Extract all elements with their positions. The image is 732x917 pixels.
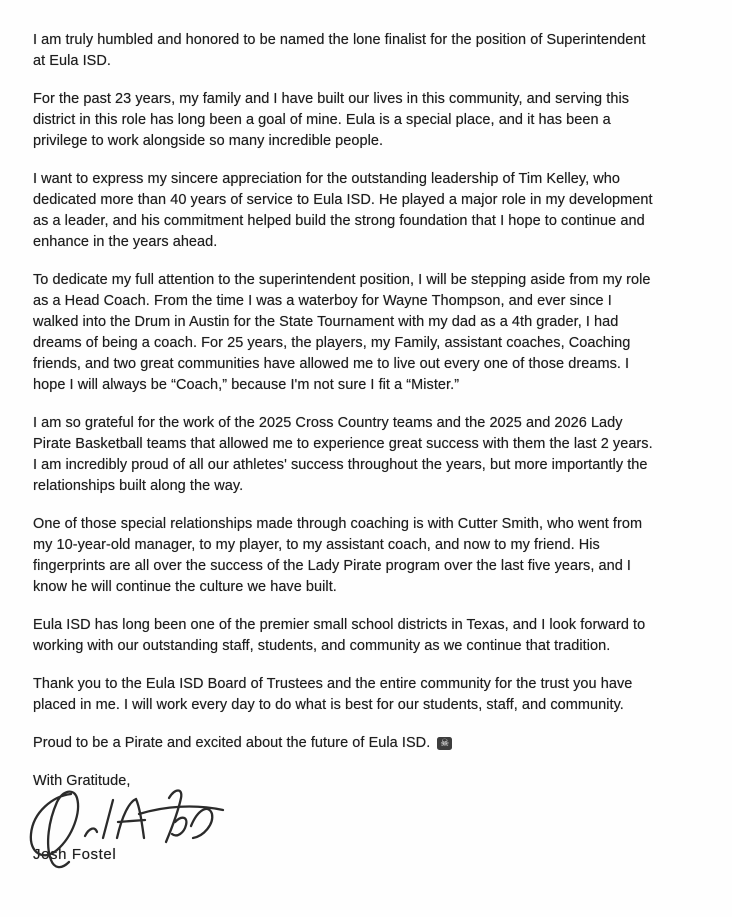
letter-line: I am incredibly proud of all our athletes' success throughout the years, but more importantly the: [33, 457, 648, 473]
handwritten-signature: [19, 778, 227, 874]
paragraph-intro: [33, 30, 696, 72]
paragraph-teams: [33, 413, 696, 497]
paragraph-proud-pirate: [33, 733, 696, 754]
letter-line: walked into the Drum in Austin for the State Tournament with my dad as a 4th grader, I had: [33, 314, 619, 330]
letter-line: privilege to work alongside so many incredible people.: [33, 133, 384, 149]
letter-line: at Eula ISD.: [33, 53, 111, 69]
letter-line: To dedicate my full attention to the superintendent position, I will be stepping aside from my role: [33, 272, 651, 288]
paragraph-thank-you: [33, 674, 696, 716]
paragraph-tim-kelley: [33, 169, 696, 253]
letter-line: Thank you to the Eula ISD Board of Trustees and the entire community for the trust you have: [33, 676, 633, 692]
letter-line: hope I will always be “Coach,” because I'm not sure I fit a “Mister.”: [33, 377, 460, 393]
pirate-flag-icon: ☠: [437, 737, 452, 750]
paragraph-cutter-smith: [33, 514, 696, 598]
letter-line: working with our outstanding staff, students, and community as we continue that tradition.: [33, 638, 611, 654]
letter-line: For the past 23 years, my family and I have built our lives in this community, and serving this: [33, 91, 630, 107]
letter-line: enhance in the years ahead.: [33, 234, 218, 250]
letter-line: know he will continue the culture we have built.: [33, 579, 337, 595]
letter-line: as a leader, and his commitment helped build the strong foundation that I hope to continue and: [33, 213, 645, 229]
letter-line: district in this role has long been a goal of mine. Eula is a special place, and it has been a: [33, 112, 611, 128]
paragraph-community: [33, 89, 696, 152]
closing-salutation: With Gratitude,: [33, 773, 131, 789]
letter-line: dreams of being a coach. For 25 years, the players, my Family, assistant coaches, Coaching: [33, 335, 631, 351]
letter-line: friends, and two great communities have allowed me to live out every one of those dreams. I: [33, 356, 630, 372]
letter-line: dedicated more than 40 years of service to Eula ISD. He played a major role in my development: [33, 192, 653, 208]
letter-line: my 10-year-old manager, to my player, to my assistant coach, and now to my friend. His: [33, 537, 600, 553]
letter-line: Eula ISD has long been one of the premier small school districts in Texas, and I look forward to: [33, 617, 646, 633]
paragraph-eula-isd: [33, 615, 696, 657]
letter-line: One of those special relationships made through coaching is with Cutter Smith, who went from: [33, 516, 643, 532]
proud-pirate-text: Proud to be a Pirate and excited about the future of Eula ISD.: [33, 735, 431, 751]
letter-line: I want to express my sincere appreciation for the outstanding leadership of Tim Kelley, who: [33, 171, 620, 187]
letter-line: relationships built along the way.: [33, 478, 244, 494]
letter-line: fingerprints are all over the success of the Lady Pirate program over the last five years, and I: [33, 558, 631, 574]
letter-line: I am truly humbled and honored to be named the lone finalist for the position of Superintendent: [33, 32, 646, 48]
letter-line: placed in me. I will work every day to do what is best for our students, staff, and community.: [33, 697, 624, 713]
paragraph-head-coach: [33, 270, 696, 396]
letter-line: Pirate Basketball teams that allowed me to experience great success with them the last 2 years.: [33, 436, 653, 452]
letter-line: as a Head Coach. From the time I was a waterboy for Wayne Thompson, and ever since I: [33, 293, 612, 309]
letter-line: I am so grateful for the work of the 2025 Cross Country teams and the 2025 and 2026 Lady: [33, 415, 623, 431]
signer-name: Josh Fostel: [33, 846, 117, 863]
signature-block: [33, 792, 696, 844]
